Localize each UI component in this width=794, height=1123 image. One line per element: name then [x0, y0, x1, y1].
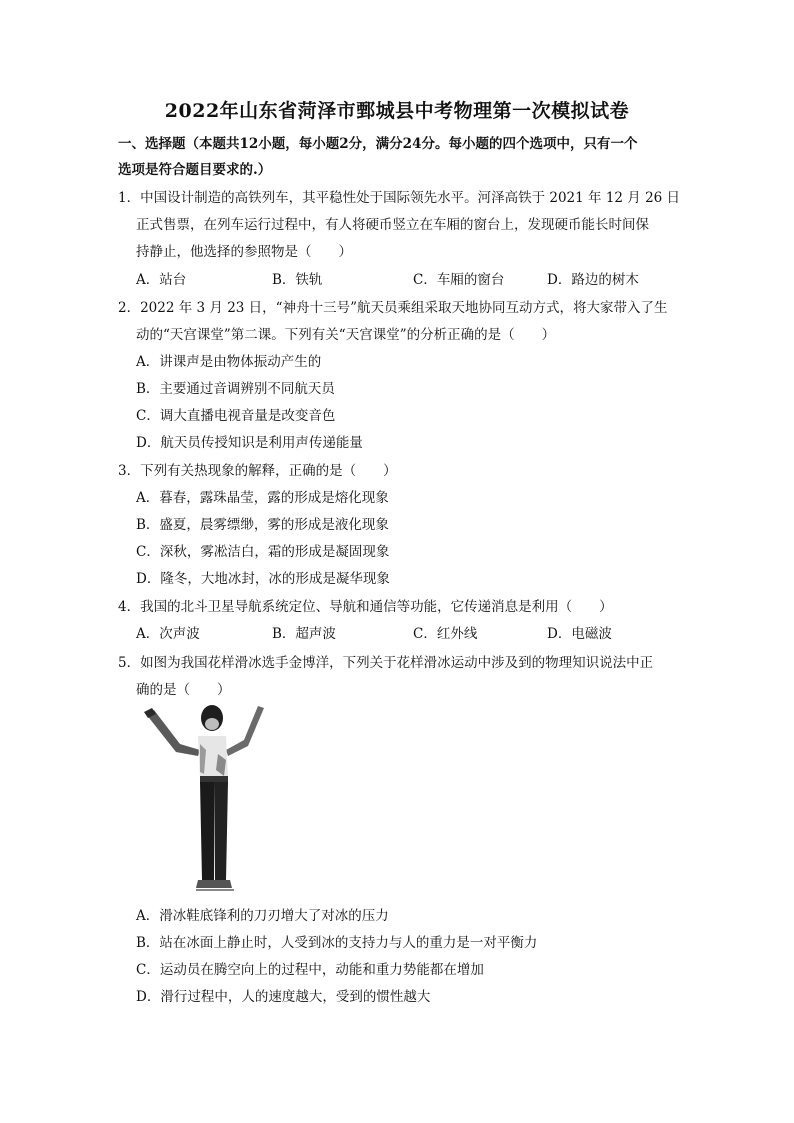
question-2-option-d[interactable]: D．航天员传授知识是利用声传递能量 [136, 435, 363, 451]
question-4-option-a[interactable]: A．次声波 [136, 626, 200, 642]
question-5-line-1: 5．如图为我国花样滑冰选手金博洋，下列关于花样滑冰运动中涉及到的物理知识说法中正 [118, 655, 654, 671]
question-5-option-d[interactable]: D．滑行过程中，人的速度越大，受到的惯性越大 [136, 989, 431, 1005]
figure-skater-illustration [140, 704, 270, 894]
question-1-line-2: 正式售票，在列车运行过程中，有人将硬币竖立在车厢的窗台上，发现硬币能长时间保 [136, 217, 649, 233]
question-3-option-a[interactable]: A．暮春，露珠晶莹，露的形成是熔化现象 [136, 490, 389, 506]
question-4-line-1: 4．我国的北斗卫星导航系统定位、导航和通信等功能，它传递消息是利用（ ） [118, 599, 613, 615]
section-heading-line-1: 一、选择题（本题共12小题，每小题2分，满分24分。每小题的四个选项中，只有一个 [118, 136, 638, 152]
question-2-option-c[interactable]: C．调大直播电视音量是改变音色 [136, 408, 336, 424]
question-5-option-c[interactable]: C．运动员在腾空向上的过程中，动能和重力势能都在增加 [136, 962, 484, 978]
question-4-option-c[interactable]: C．红外线 [413, 626, 478, 642]
question-5-option-a[interactable]: A．滑冰鞋底锋利的刀刃增大了对冰的压力 [136, 908, 389, 924]
question-5-line-2: 确的是（ ） [136, 682, 231, 698]
question-4-option-d[interactable]: D．电磁波 [547, 626, 612, 642]
question-1-line-1: 1．中国设计制造的高铁列车，其平稳性处于国际领先水平。河泽高铁于 2021 年 12 月 26 日 [118, 190, 681, 206]
question-2-line-1: 2．2022 年 3 月 23 日，“神舟十三号”航天员乘组采取天地协同互动方式，将大家带入了生 [118, 300, 668, 316]
question-3-line-1: 3．下列有关热现象的解释，正确的是（ ） [118, 463, 397, 479]
question-1-line-3: 持静止，他选择的参照物是（ ） [136, 244, 352, 260]
question-3-option-b[interactable]: B．盛夏，晨雾缥缈，雾的形成是液化现象 [136, 517, 389, 533]
exam-title: 2022年山东省菏泽市鄄城县中考物理第一次模拟试卷 [164, 100, 630, 122]
question-3-option-d[interactable]: D．隆冬，大地冰封，冰的形成是凝华现象 [136, 571, 390, 587]
question-3-option-c[interactable]: C．深秋，雾凇洁白，霜的形成是凝固现象 [136, 544, 390, 560]
question-1-option-d[interactable]: D．路边的树木 [547, 272, 639, 288]
question-2-option-a[interactable]: A．讲课声是由物体振动产生的 [136, 354, 322, 370]
figure-skater-image [140, 704, 270, 894]
question-1-option-c[interactable]: C．车厢的窗台 [413, 272, 505, 288]
question-1-option-a[interactable]: A．站台 [136, 272, 187, 288]
question-2-option-b[interactable]: B．主要通过音调辨别不同航天员 [136, 381, 335, 397]
question-1-option-b[interactable]: B．铁轨 [272, 272, 323, 288]
question-4-option-b[interactable]: B．超声波 [272, 626, 336, 642]
question-2-line-2: 动的“天宫课堂”第二课。下列有关“天宫课堂”的分析正确的是（ ） [136, 327, 556, 343]
section-heading-line-2: 选项是符合题目要求的.） [118, 162, 272, 178]
question-5-option-b[interactable]: B．站在冰面上静止时，人受到冰的支持力与人的重力是一对平衡力 [136, 935, 538, 951]
